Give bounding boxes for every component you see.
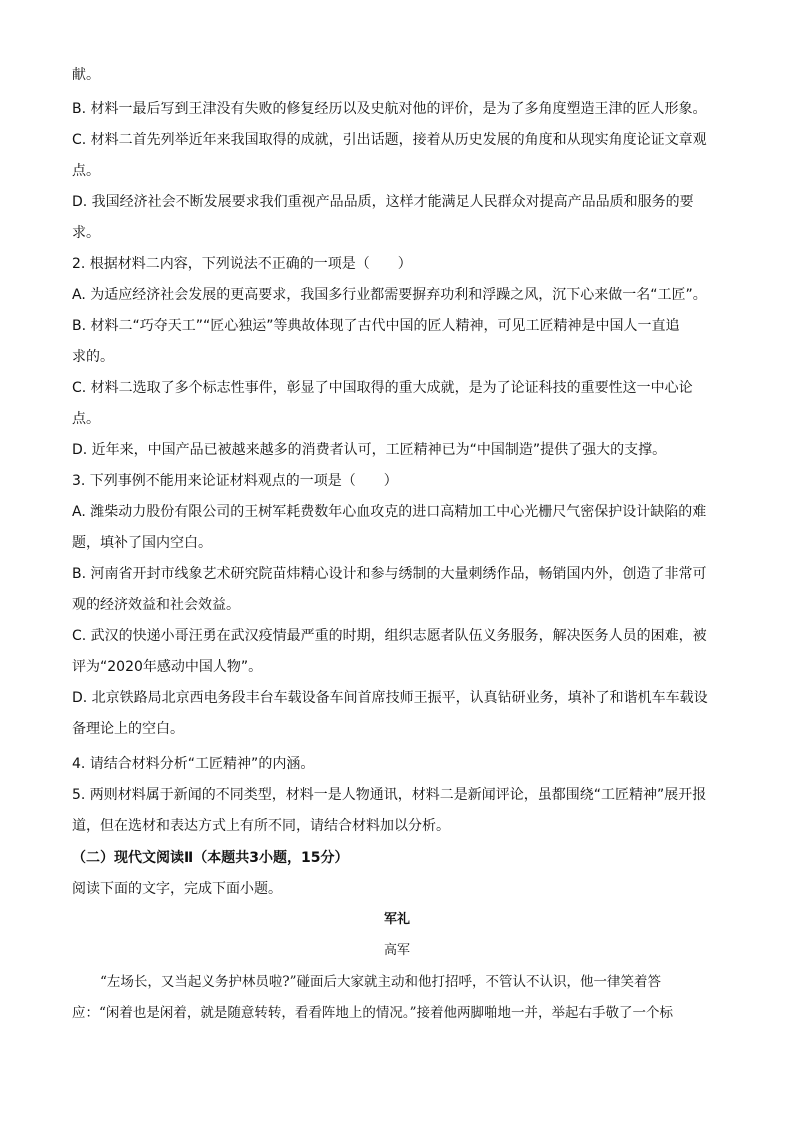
question-4: 4. 请结合材料分析“工匠精神”的内涵。 xyxy=(72,756,315,772)
question-5: 5. 两则材料属于新闻的不同类型，材料一是人物通讯，材料二是新闻评论，虽都围绕“工匠精神”展开报 xyxy=(72,787,707,803)
option-c-line: C. 材料二首先列举近年来我国取得的成就，引出话题，接着从历史发展的角度和从现实角度论证文章观 xyxy=(72,132,707,148)
text-line: 道，但在选材和表达方式上有所不同，请结合材料加以分析。 xyxy=(72,818,450,834)
q2-option-a: A. 为适应经济社会发展的更高要求，我国多行业都需要摒弃功利和浮躁之风，沉下心来做一名“工匠”。 xyxy=(72,287,707,303)
story-author: 高军 xyxy=(383,943,410,958)
question-2: 2. 根据材料二内容，下列说法不正确的一项是（ ） xyxy=(72,256,412,272)
question-3: 3. 下列事例不能用来论证材料观点的一项是（ ） xyxy=(72,473,398,489)
story-paragraph-line: “左场长，又当起义务护林员啦?”碰面后大家就主动和他打招呼，不管认不认识，他一律笑着答 xyxy=(100,974,662,990)
section-heading: （二）现代文阅读Ⅱ（本题共3小题，15分） xyxy=(72,850,349,866)
text-line: 求。 xyxy=(72,225,100,241)
story-paragraph-line: 应：“闲着也是闲着，就是随意转转，看看阵地上的情况。”接着他两脚啪地一并，举起右手敬了一个标 xyxy=(72,1005,674,1021)
q2-option-c: C. 材料二选取了多个标志性事件，彰显了中国取得的重大成就，是为了论证科技的重要性这一中心论 xyxy=(72,380,693,396)
option-d-line: D. 我国经济社会不断发展要求我们重视产品品质，这样才能满足人民群众对提高产品品质和服务的要 xyxy=(72,194,694,210)
q2-option-b: B. 材料二“巧夺天工”“匠心独运”等典故体现了古代中国的匠人精神，可见工匠精神是中国人一直追 xyxy=(72,318,680,334)
q3-option-c: C. 武汉的快递小哥汪勇在武汉疫情最严重的时期，组织志愿者队伍义务服务，解决医务人员的困难，被 xyxy=(72,628,707,644)
text-line: 求的。 xyxy=(72,349,114,365)
text-line: 献。 xyxy=(72,67,100,83)
reading-instruction: 阅读下面的文字，完成下面小题。 xyxy=(72,881,282,897)
option-b-line: B. 材料一最后写到王津没有失败的修复经历以及史航对他的评价，是为了多角度塑造王津的匠人形象。 xyxy=(72,101,707,117)
q3-option-a: A. 潍柴动力股份有限公司的王树军耗费数年心血攻克的进口高精加工中心光栅尺气密保护设计缺陷的难 xyxy=(72,504,707,520)
q3-option-d: D. 北京铁路局北京西电务段丰台车载设备车间首席技师王振平，认真钻研业务，填补了和谐机车车载设 xyxy=(72,690,708,706)
text-line: 题，填补了国内空白。 xyxy=(72,535,212,551)
text-line: 点。 xyxy=(72,411,100,427)
story-title: 军礼 xyxy=(383,912,410,927)
q2-option-d: D. 近年来，中国产品已被越来越多的消费者认可，工匠精神已为“中国制造”提供了强大的支撑。 xyxy=(72,442,667,458)
q3-option-b: B. 河南省开封市线象艺术研究院苗炜精心设计和参与绣制的大量刺绣作品，畅销国内外，创造了非常可 xyxy=(72,566,707,582)
text-line: 评为“2020年感动中国人物”。 xyxy=(72,659,263,675)
text-line: 备理论上的空白。 xyxy=(72,721,184,737)
text-line: 观的经济效益和社会效益。 xyxy=(72,597,240,613)
text-line: 点。 xyxy=(72,163,100,179)
